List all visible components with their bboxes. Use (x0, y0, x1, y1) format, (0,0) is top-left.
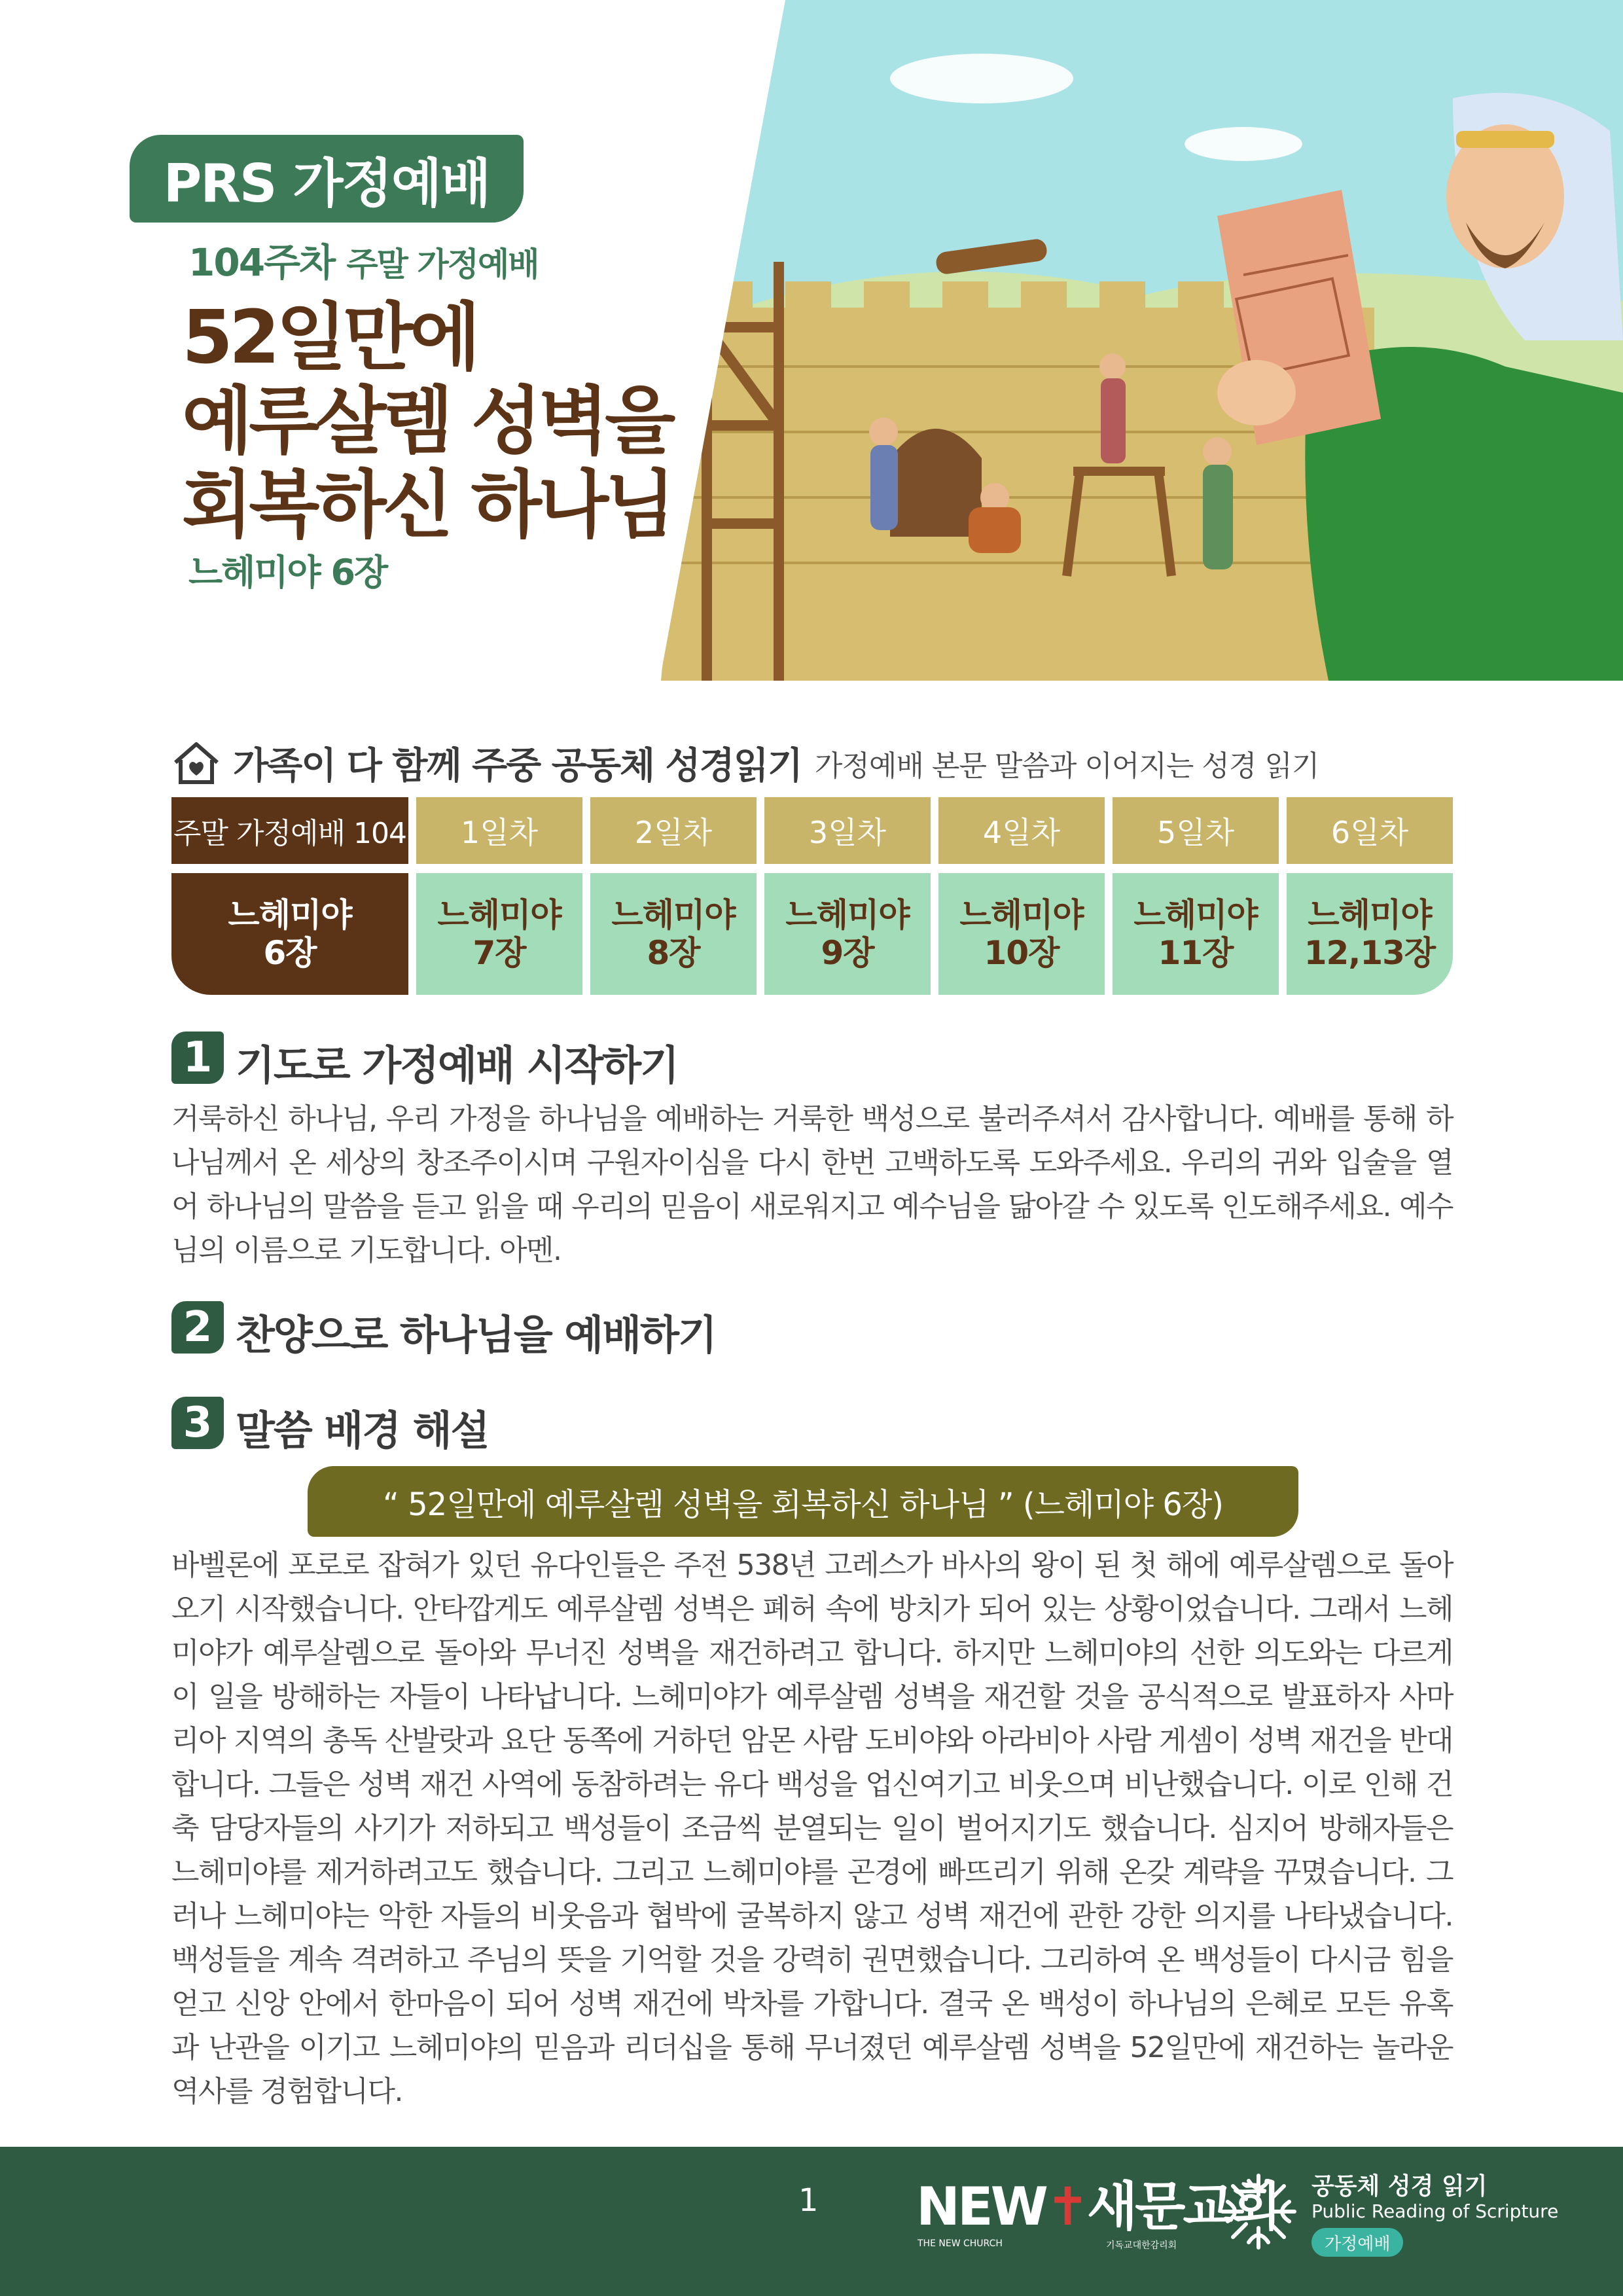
reading-schedule-table (171, 797, 1453, 995)
schedule-cell-day4 (938, 873, 1105, 995)
chapter: 7장 (473, 934, 526, 972)
background-commentary: 바벨론에 포로로 잡혀가 있던 유다인들은 주전 538년 고레스가 바사의 왕이 된 첫 해에 예루살렘으로 돌아오기 시작했습니다. 안타깝게도 예루살렘 성벽은 폐허 속에 방치가 되어 있는 상황이었습니다. 그래서 느헤미야가 예루살렘으로 돌아와 무너진 성벽을 재건하려고 합니다. 하지만 느헤미야의 선한 의도와는 다르게 이 일을 방해하는 자들이 나타납니다. 느헤미야가 예루살렘 성벽을 재건할 것을 공식적으로 발표하자 사마리아 지역의 총독 산발랏과 요단 동쪽에 거하던 암몬 사람 도비야와 아라비아 사람 게셈이 성벽 재건을 반대합니다. 그들은 성벽 재건 사역에 동참하려는 유다 백성을 업신여기고 비웃으며 비난했습니다. 이로 인해 건축 담당자들의 사기가 저하되고 백성들이 조금씩 분열되는 일이 벌어지기도 했습니다. 심지어 방해자들은 느헤미야를 제거하려고도 했습니다. 그리고 느헤미야를 곤경에 빠뜨리기 위해 온갖 계략을 꾸몄습니다. 그러나 느헤미야는 악한 자들의 비웃음과 협박에 굴복하지 않고 성벽 재건에 관한 강한 의지를 나타냈습니다. 백성들을 계속 격려하고 주님의 뜻을 기억할 것을 강력히 권면했습니다. 그리하여 온 백성들이 다시금 힘을 얻고 신앙 안에서 한마음이 되어 성벽 재건에 박차를 가합니다. 결국 온 백성이 하나님의 은혜로 모든 유혹과 난관을 이기고 느헤미야의 믿음과 리더십을 통해 무너졌던 예루살렘 성벽을 52일만에 재건하는 놀라운 역사를 경험합니다. (171, 1549, 1453, 2108)
title-line-2: 예루살렘 성벽을 (182, 379, 672, 464)
chapter: 11장 (1158, 934, 1234, 972)
book-name: 느헤미야 (785, 896, 910, 934)
badge-label: PRS 가정예배 (163, 152, 490, 214)
chapter: 12,13장 (1304, 934, 1436, 972)
schedule-header-day5: 5일차 (1113, 797, 1279, 864)
prs-tag: 가정예배 (1311, 2228, 1403, 2257)
book-name: 느헤미야 (1133, 896, 1258, 934)
reading-subtitle: 가정예배 본문 말씀과 이어지는 성경 읽기 (814, 749, 1319, 783)
schedule-cell-day6 (1287, 873, 1453, 995)
title-line-3: 회복하신 하나님 (182, 463, 672, 548)
schedule-header-day6: 6일차 (1287, 797, 1453, 864)
section-number-2: 2 (171, 1301, 224, 1354)
prs-badge (130, 135, 524, 223)
week-type: 주말 가정예배 (346, 245, 539, 283)
church-logo (916, 2174, 1279, 2253)
chapter: 9장 (821, 934, 874, 972)
schedule-cell-day5 (1113, 873, 1279, 995)
chapter: 8장 (647, 934, 700, 972)
schedule-cell-weekend (171, 873, 408, 995)
logo-new: NEW (916, 2176, 1046, 2237)
page-footer (0, 2147, 1623, 2296)
section-title-background: 말씀 배경 해설 (236, 1407, 489, 1454)
logo-english: THE NEW CHURCH (918, 2238, 1003, 2249)
schedule-header-day4: 4일차 (938, 797, 1105, 864)
book-name: 느헤미야 (611, 896, 736, 934)
logo-church-name: 새문교회 (1086, 2176, 1279, 2237)
book-name: 느헤미야 (228, 896, 352, 934)
schedule-header-day3: 3일차 (764, 797, 931, 864)
book-name: 느헤미야 (1308, 896, 1432, 934)
sermon-title-banner: “ 52일만에 예루살렘 성벽을 회복하신 하나님 ” (느헤미야 6장) (308, 1466, 1298, 1537)
page-number: 1 (798, 2182, 819, 2219)
schedule-header-day2: 2일차 (590, 797, 757, 864)
schedule-cell-day3 (764, 873, 931, 995)
section-number-3: 3 (171, 1397, 224, 1449)
book-name: 느헤미야 (437, 896, 562, 934)
chapter: 10장 (984, 934, 1060, 972)
title-line-1: 52일만에 (182, 295, 477, 380)
prs-title: 공동체 성경 읽기 (1311, 2173, 1488, 2200)
logo-denomination: 기독교대한감리회 (1106, 2240, 1177, 2251)
book-name: 느헤미야 (959, 896, 1084, 934)
section-title-worship: 찬양으로 하나님을 예배하기 (236, 1311, 716, 1359)
section-title-prayer: 기도로 가정예배 시작하기 (236, 1041, 678, 1089)
prayer-text: 거룩하신 하나님, 우리 가정을 하나님을 예배하는 거룩한 백성으로 불러주셔서 감사합니다. 예배를 통해 하나님께서 온 세상의 창조주이시며 구원자이심을 다시 한번 고백하도록 도와주세요. 우리의 귀와 입술을 열어 하나님의 말씀을 듣고 읽을 때 우리의 믿음이 새로워지고 예수님을 닮아갈 수 있도록 인도해주세요. 예수님의 이름으로 기도합니다. 아멘. (171, 1102, 1453, 1267)
schedule-header-weekend: 주말 가정예배 104 (171, 797, 408, 864)
reading-schedule-heading (171, 737, 1319, 789)
schedule-header-day1: 1일차 (416, 797, 582, 864)
schedule-cell-day2 (590, 873, 757, 995)
page-title (182, 296, 705, 547)
reading-title: 가족이 다 함께 주중 공동체 성경읽기 (233, 745, 802, 787)
prs-english: Public Reading of Scripture (1311, 2200, 1559, 2222)
cross-icon: ✝ (1045, 2176, 1087, 2237)
prs-logo-icon (1216, 2169, 1301, 2254)
house-heart-icon (171, 740, 221, 786)
chapter: 6장 (263, 934, 317, 972)
week-label (188, 232, 539, 287)
week-number: 104주차 (188, 240, 335, 285)
schedule-cell-day1 (416, 873, 582, 995)
scripture-reference: 느헤미야 6장 (188, 552, 387, 593)
section-number-1: 1 (171, 1031, 224, 1084)
